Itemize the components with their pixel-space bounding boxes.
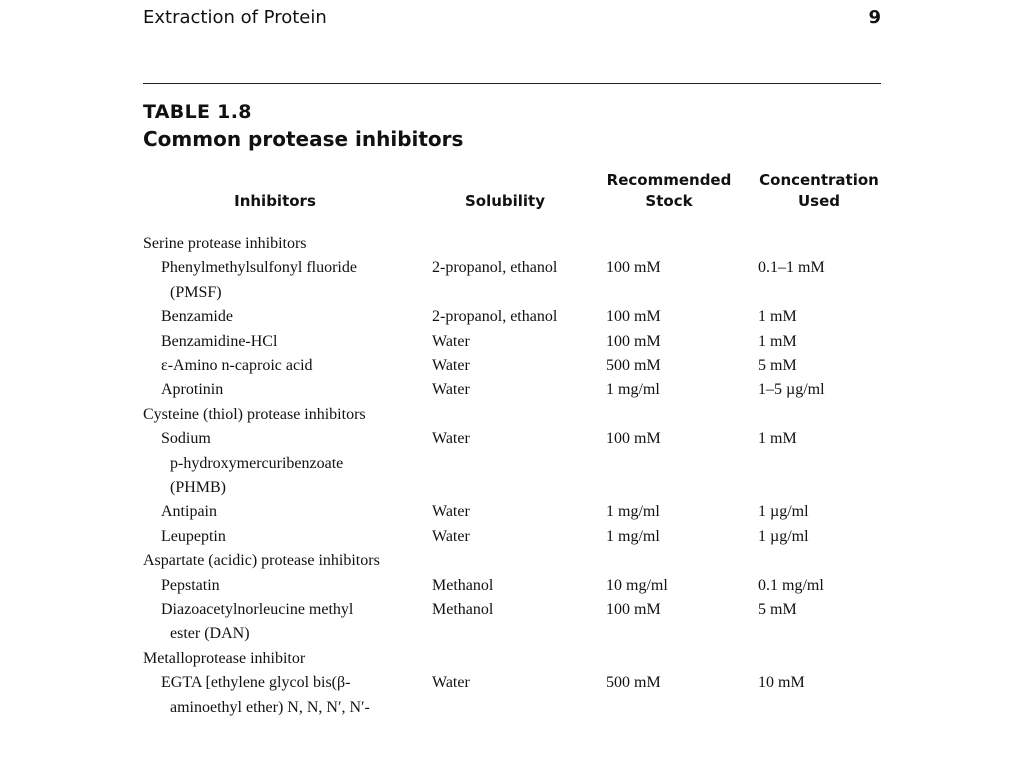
solubility-cell: Methanol: [432, 576, 494, 594]
stock-cell: 10 mg/ml: [606, 576, 668, 594]
table-number: TABLE 1.8: [143, 101, 252, 123]
stock-cell: 1 mg/ml: [606, 527, 660, 545]
column-header-stock-line2: Stock: [645, 192, 693, 210]
stock-cell: 100 mM: [606, 430, 661, 448]
column-header-solubility: [445, 191, 565, 212]
running-head-title: Extraction of Protein: [143, 7, 327, 28]
inhibitor-name: Benzamidine-HCl: [161, 332, 278, 350]
solubility-cell: Water: [432, 503, 470, 521]
inhibitor-name-continued: (PHMB): [170, 479, 227, 496]
stock-cell: 100 mM: [606, 601, 661, 618]
inhibitor-name-continued: (PMSF): [170, 283, 222, 301]
inhibitor-name-continued: p-hydroxymercuribenzoate: [170, 454, 344, 472]
column-header-inhibitors: [215, 191, 335, 212]
inhibitor-name: ε-Amino n-caproic acid: [161, 357, 313, 374]
stock-cell: 1 mg/ml: [606, 381, 660, 399]
category-heading: Cysteine (thiol) protease inhibitors: [143, 405, 366, 423]
inhibitor-name: EGTA [ethylene glycol bis(β-: [161, 674, 351, 692]
column-header-conc-line1: Concentration: [759, 171, 879, 189]
category-heading: Metalloprotease inhibitor: [143, 649, 306, 667]
inhibitor-name: Benzamide: [161, 308, 233, 326]
inhibitor-name: Sodium: [161, 430, 211, 448]
stock-cell: 1 mg/ml: [606, 503, 660, 521]
inhibitor-name: Aprotinin: [161, 381, 224, 399]
solubility-cell: Water: [432, 332, 470, 350]
inhibitor-name: Phenylmethylsulfonyl fluoride: [161, 259, 357, 277]
page-number: 9: [868, 7, 881, 28]
concentration-cell: 5 mM: [758, 601, 797, 618]
concentration-cell: 10 mM: [758, 674, 805, 692]
inhibitor-name: Leupeptin: [161, 527, 226, 545]
stock-cell: 100 mM: [606, 308, 661, 326]
stock-cell: 100 mM: [606, 259, 661, 277]
concentration-cell: 5 mM: [758, 357, 797, 374]
solubility-cell: Water: [432, 430, 470, 448]
table-title: Common protease inhibitors: [143, 127, 464, 151]
column-header-conc-line2: Used: [797, 192, 841, 210]
inhibitor-name: Antipain: [161, 503, 217, 521]
column-header-concentration-used: [750, 170, 888, 212]
column-header-inhibitors-label: Inhibitors: [234, 192, 316, 210]
inhibitor-name: Diazoacetylnorleucine methyl: [161, 601, 354, 618]
solubility-cell: Water: [432, 674, 470, 692]
solubility-cell: Water: [432, 357, 470, 374]
column-header-solubility-label: Solubility: [464, 192, 546, 210]
concentration-cell: 1 µg/ml: [758, 503, 809, 521]
solubility-cell: 2-propanol, ethanol: [432, 308, 558, 326]
category-heading: Serine protease inhibitors: [143, 235, 307, 252]
running-head: [143, 7, 881, 31]
concentration-cell: 1 µg/ml: [758, 527, 809, 545]
concentration-cell: 1 mM: [758, 430, 797, 448]
inhibitor-name: Pepstatin: [161, 576, 220, 594]
stock-cell: 100 mM: [606, 332, 661, 350]
stock-cell: 500 mM: [606, 674, 661, 692]
category-heading: Aspartate (acidic) protease inhibitors: [143, 552, 380, 570]
concentration-cell: 0.1 mg/ml: [758, 576, 824, 594]
solubility-cell: 2-propanol, ethanol: [432, 259, 558, 277]
header-rule: [143, 83, 881, 84]
stock-cell: 500 mM: [606, 357, 661, 374]
solubility-cell: Water: [432, 381, 470, 399]
solubility-cell: Water: [432, 527, 470, 545]
inhibitor-name-continued: ester (DAN): [170, 625, 250, 643]
column-header-stock-line1: Recommended: [606, 171, 732, 189]
solubility-cell: Methanol: [432, 601, 494, 618]
concentration-cell: 1 mM: [758, 308, 797, 326]
inhibitor-name-continued: aminoethyl ether) N, N, N′, N′-: [170, 698, 370, 716]
concentration-cell: 1–5 µg/ml: [758, 381, 825, 399]
concentration-cell: 1 mM: [758, 332, 797, 350]
concentration-cell: 0.1–1 mM: [758, 259, 825, 277]
column-header-recommended-stock: [600, 170, 738, 212]
